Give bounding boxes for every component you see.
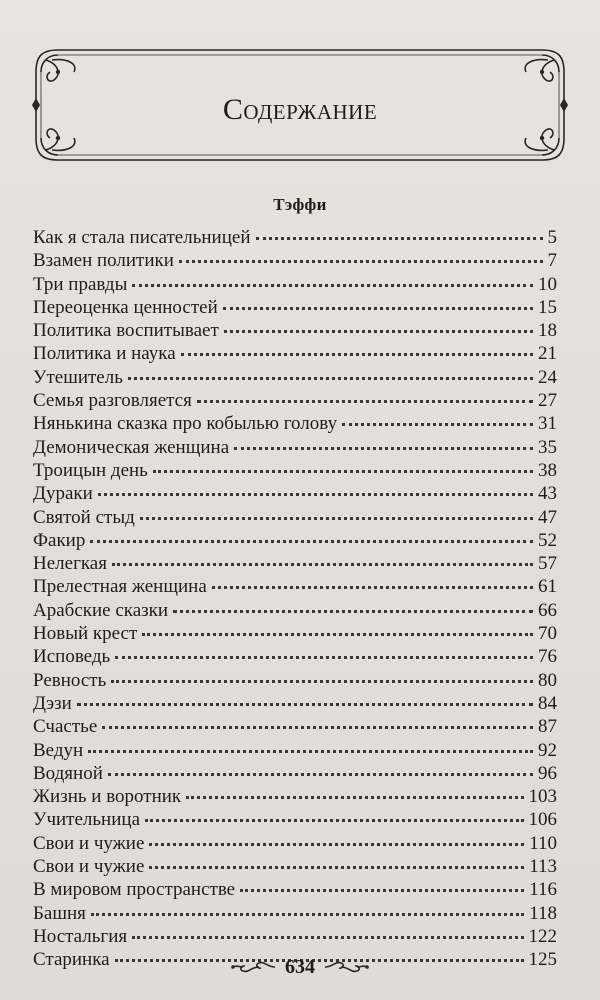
dot-leader (91, 913, 524, 916)
dot-leader (140, 517, 533, 520)
author-heading: Тэффи (273, 195, 327, 214)
toc-entry[interactable] (33, 249, 557, 272)
toc-entry-title: Башня (33, 902, 86, 924)
toc-entry[interactable] (33, 808, 557, 831)
toc-entry[interactable] (33, 832, 557, 855)
dot-leader (240, 889, 524, 892)
page-number: 634 (285, 955, 315, 978)
toc-entry-title: Три правды (33, 273, 128, 295)
dot-leader (224, 330, 533, 333)
toc-entry[interactable] (33, 739, 557, 762)
toc-entry-title: Дураки (33, 483, 93, 505)
toc-entry-page: 10 (538, 273, 557, 295)
toc-entry-title: Нянькина сказка про кобылью голову (33, 413, 338, 435)
dot-leader (149, 843, 524, 846)
toc-entry-title: Святой стыд (33, 506, 135, 528)
dot-leader (111, 680, 533, 683)
toc-entry-page: 43 (538, 483, 557, 505)
toc-entry-page: 57 (538, 553, 557, 575)
dot-leader (256, 237, 543, 240)
toc-entry[interactable] (33, 506, 557, 529)
page-footer (0, 952, 600, 982)
toc-entry[interactable] (33, 622, 557, 645)
dot-leader (145, 819, 524, 822)
toc-entry-page: 66 (538, 599, 557, 621)
toc-entry-title: Свои и чужие (33, 832, 145, 854)
toc-entry[interactable] (33, 459, 557, 482)
toc-entry-title: Старинка (33, 949, 110, 971)
toc-entry[interactable] (33, 273, 557, 296)
toc-entry-title: Троицын день (33, 459, 148, 481)
dot-leader (179, 260, 543, 263)
toc-entry-page: 5 (547, 227, 557, 248)
dot-leader (234, 447, 533, 450)
toc-entry[interactable] (33, 366, 557, 389)
dot-leader (90, 540, 533, 543)
toc-entry-title: Как я стала писательницей (33, 227, 251, 248)
toc-entry-title: Нелегкая (33, 553, 107, 575)
toc-entry[interactable] (33, 575, 557, 598)
toc-entry-page: 110 (529, 832, 557, 854)
dot-leader (128, 377, 533, 380)
toc-entry-page: 61 (538, 576, 557, 598)
toc-entry[interactable] (33, 925, 557, 948)
toc-entry-page: 125 (528, 949, 557, 971)
toc-entry[interactable] (33, 669, 557, 692)
dot-leader (77, 703, 533, 706)
toc-entry-title: Свои и чужие (33, 856, 145, 878)
toc-entry-page: 70 (538, 623, 557, 645)
toc-entry-page: 24 (538, 366, 557, 388)
toc-entry-title: Семья разговляется (33, 390, 192, 412)
toc-entry-title: Водяной (33, 762, 103, 784)
dot-leader (342, 423, 533, 426)
toc-entry[interactable] (33, 436, 557, 459)
toc-entry-title: Прелестная женщина (33, 576, 207, 598)
dot-leader (197, 400, 533, 403)
toc-entry-title: Новый крест (33, 623, 138, 645)
dot-leader (212, 586, 533, 589)
toc-entry-page: 96 (538, 762, 557, 784)
dot-leader (108, 773, 533, 776)
toc-entry[interactable] (33, 645, 557, 668)
toc-entry-title: Дэзи (33, 692, 72, 714)
toc-entry-title: Утешитель (33, 366, 123, 388)
toc-entry-title: Учительница (33, 809, 140, 831)
toc-entry[interactable] (33, 902, 557, 925)
toc-entry-page: 18 (538, 320, 557, 342)
toc-entry-page: 80 (538, 669, 557, 691)
toc-entry-page: 47 (538, 506, 557, 528)
toc-entry-page: 21 (538, 343, 557, 365)
toc-entry-title: Факир (33, 529, 86, 551)
toc-entry[interactable] (33, 296, 557, 319)
toc-entry-title: Ревность (33, 669, 107, 691)
dot-leader (98, 493, 533, 496)
toc-entry-page: 35 (538, 436, 557, 458)
toc-entry-page: 116 (529, 879, 557, 901)
toc-entry[interactable] (33, 552, 557, 575)
toc-entry-title: Исповедь (33, 646, 111, 668)
toc-entry[interactable] (33, 692, 557, 715)
toc-entry[interactable] (33, 878, 557, 901)
toc-entry-title: Счастье (33, 716, 98, 738)
toc-entry-page: 7 (547, 250, 557, 272)
dot-leader (132, 936, 523, 939)
toc-entry-page: 31 (538, 413, 557, 435)
page-title: Содержание (222, 93, 378, 126)
toc-entry[interactable] (33, 226, 557, 249)
toc-entry-title: Ностальгия (33, 925, 128, 947)
toc-entry-page: 38 (538, 459, 557, 481)
toc-entry-page: 122 (528, 925, 557, 947)
dot-leader (112, 563, 533, 566)
toc-entry-title: Арабские сказки (33, 599, 169, 621)
left-vine-ornament-icon (231, 959, 277, 975)
right-vine-ornament-icon (323, 959, 369, 975)
dot-leader (149, 866, 524, 869)
toc-entry-page: 103 (528, 786, 557, 808)
table-of-contents (33, 226, 557, 972)
toc-entry-title: Политика и наука (33, 343, 176, 365)
toc-entry[interactable] (33, 482, 557, 505)
toc-entry[interactable] (33, 529, 557, 552)
dot-leader (186, 796, 523, 799)
toc-entry-title: Взамен политики (33, 250, 174, 272)
toc-entry-page: 15 (538, 296, 557, 318)
toc-entry[interactable] (33, 715, 557, 738)
toc-entry-title: Жизнь и воротник (33, 786, 182, 808)
toc-entry-page: 106 (528, 809, 557, 831)
dot-leader (115, 656, 533, 659)
toc-entry-title: Ведун (33, 739, 84, 761)
dot-leader (88, 750, 533, 753)
dot-leader (153, 470, 533, 473)
dot-leader (181, 353, 533, 356)
toc-entry[interactable] (33, 319, 557, 342)
toc-entry[interactable] (33, 389, 557, 412)
toc-entry[interactable] (33, 599, 557, 622)
toc-entry-page: 118 (529, 902, 557, 924)
toc-entry-page: 76 (538, 646, 557, 668)
toc-entry[interactable] (33, 342, 557, 365)
dot-leader (102, 726, 533, 729)
toc-entry-title: Переоценка ценностей (33, 296, 218, 318)
dot-leader (173, 610, 533, 613)
toc-entry[interactable] (33, 785, 557, 808)
toc-entry[interactable] (33, 412, 557, 435)
dot-leader (223, 307, 533, 310)
toc-entry-title: В мировом пространстве (33, 879, 236, 901)
toc-entry-title: Демоническая женщина (33, 436, 230, 458)
toc-entry-page: 27 (538, 390, 557, 412)
toc-entry[interactable] (33, 855, 557, 878)
toc-entry-page: 92 (538, 739, 557, 761)
dot-leader (132, 284, 533, 287)
toc-entry-page: 113 (529, 856, 557, 878)
toc-entry-page: 52 (538, 529, 557, 551)
toc-entry-page: 87 (538, 716, 557, 738)
dot-leader (142, 633, 533, 636)
toc-entry-page: 84 (538, 692, 557, 714)
toc-entry-title: Политика воспитывает (33, 320, 219, 342)
toc-entry[interactable] (33, 762, 557, 785)
